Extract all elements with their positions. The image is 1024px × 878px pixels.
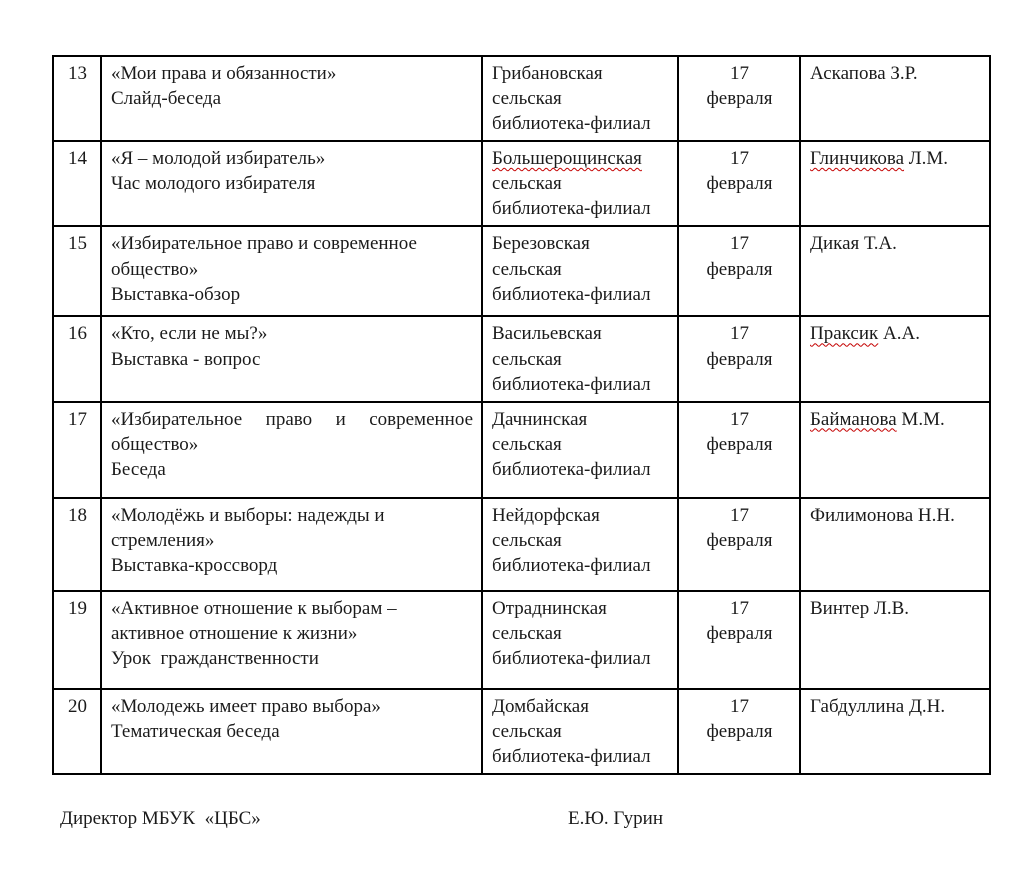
date-day: 17 — [730, 408, 749, 430]
date-cell — [678, 226, 800, 316]
date-month: февраля — [706, 529, 773, 551]
library-name-line: библиотека-филиал — [492, 198, 651, 220]
date-day: 17 — [730, 233, 749, 255]
library-name-line: сельская — [492, 622, 562, 644]
director-name: Е.Ю. Гурин — [568, 808, 663, 829]
event-title: «Активное отношение к выборам – активное отношение к жизни» — [111, 597, 397, 644]
person-cell: Аскапова З.Р. — [800, 56, 990, 141]
table-row — [53, 498, 990, 591]
event-form: Час молодого избирателя — [111, 173, 316, 195]
event-cell — [101, 141, 482, 226]
date-cell — [678, 402, 800, 498]
library-name-line: Нейдорфская — [492, 504, 600, 526]
date-month: февраля — [706, 173, 773, 195]
person-cell: Байманова М.М. — [800, 402, 990, 498]
event-title: «Кто, если не мы?» — [111, 323, 268, 345]
library-name-line: библиотека-филиал — [492, 647, 651, 669]
library-name-line: сельская — [492, 433, 562, 455]
library-name-line: библиотека-филиал — [492, 458, 651, 480]
date-cell — [678, 689, 800, 774]
person-name-misspelled: Праксик — [810, 323, 879, 345]
table-row — [53, 591, 990, 689]
date-cell — [678, 56, 800, 141]
person-name-misspelled: Байманова — [810, 408, 897, 430]
row-number-cell — [53, 689, 101, 774]
person-cell: Глинчикова Л.М. — [800, 141, 990, 226]
date-cell — [678, 498, 800, 591]
table-row — [53, 141, 990, 226]
table-body — [53, 56, 990, 774]
row-number: 13 — [68, 63, 87, 84]
row-number: 17 — [68, 408, 87, 430]
date-day: 17 — [730, 504, 749, 526]
library-name-line: библиотека-филиал — [492, 113, 651, 135]
date-month: февраля — [706, 720, 773, 742]
event-form: Выставка-обзор — [111, 283, 241, 305]
library-name-line: Большерощинская — [492, 148, 642, 170]
library-name-line: сельская — [492, 88, 562, 110]
library-cell — [482, 56, 678, 141]
event-title: «Я – молодой избиратель» — [111, 148, 326, 170]
date-month: февраля — [706, 348, 773, 370]
date-day: 17 — [730, 597, 749, 619]
row-number: 14 — [68, 148, 87, 170]
date-month: февраля — [706, 258, 773, 280]
library-cell — [482, 226, 678, 316]
event-title: «Избирательное право и современное общество» — [111, 233, 417, 280]
date-month: февраля — [706, 433, 773, 455]
date-cell — [678, 316, 800, 401]
library-cell — [482, 402, 678, 498]
library-name-line: сельская — [492, 720, 562, 742]
date-month: февраля — [706, 622, 773, 644]
library-cell — [482, 316, 678, 401]
person-cell: Дикая Т.А. — [800, 226, 990, 316]
library-cell — [482, 498, 678, 591]
event-cell — [101, 226, 482, 316]
person-cell: Винтер Л.В. — [800, 591, 990, 689]
date-day: 17 — [730, 148, 749, 170]
person-cell: Филимонова Н.Н. — [800, 498, 990, 591]
table-row — [53, 316, 990, 401]
event-cell — [101, 591, 482, 689]
row-number-cell — [53, 498, 101, 591]
event-cell — [101, 402, 482, 498]
table-row — [53, 402, 990, 498]
person-cell: Габдуллина Д.Н. — [800, 689, 990, 774]
library-name-line: сельская — [492, 173, 562, 195]
library-cell — [482, 141, 678, 226]
row-number: 16 — [68, 323, 87, 345]
director-title: Директор МБУК «ЦБС» — [60, 808, 261, 829]
date-day: 17 — [730, 323, 749, 345]
library-name-line: Домбайская — [492, 695, 589, 717]
row-number: 19 — [68, 597, 87, 619]
library-name-line: сельская — [492, 529, 562, 551]
library-name-line: библиотека-филиал — [492, 283, 651, 305]
event-form: Выставка - вопрос — [111, 348, 261, 370]
event-cell — [101, 498, 482, 591]
table-row — [53, 689, 990, 774]
row-number-cell — [53, 141, 101, 226]
library-name-line: библиотека-филиал — [492, 554, 651, 576]
event-title: «Избирательное право и современное общество» — [111, 408, 473, 455]
row-number-cell — [53, 591, 101, 689]
event-cell — [101, 689, 482, 774]
events-schedule-table — [52, 55, 991, 775]
date-cell — [678, 591, 800, 689]
library-name-line: Васильевская — [492, 323, 602, 345]
library-name-line: сельская — [492, 258, 562, 280]
event-form: Слайд-беседа — [111, 88, 222, 110]
library-name-line: Грибановская — [492, 63, 603, 84]
row-number: 18 — [68, 504, 87, 526]
library-name-line: сельская — [492, 348, 562, 370]
library-cell — [482, 689, 678, 774]
event-cell — [101, 56, 482, 141]
event-title: «Молодежь имеет право выбора» — [111, 695, 381, 717]
event-form: Выставка-кроссворд — [111, 554, 278, 576]
person-cell: Праксик А.А. — [800, 316, 990, 401]
person-name-misspelled: Глинчикова — [810, 148, 905, 170]
date-cell — [678, 141, 800, 226]
event-form: Урок гражданственности — [111, 647, 319, 669]
library-name-line: Березовская — [492, 233, 590, 255]
table-row — [53, 56, 990, 141]
row-number-cell — [53, 402, 101, 498]
date-day: 17 — [730, 63, 749, 84]
event-title: «Мои права и обязанности» — [111, 63, 337, 84]
event-form: Беседа — [111, 458, 166, 480]
row-number: 15 — [68, 233, 87, 255]
library-name-line: библиотека-филиал — [492, 745, 651, 767]
event-title: «Молодёжь и выборы: надежды и стремления» — [111, 504, 385, 551]
library-name-line: Отраднинская — [492, 597, 607, 619]
event-cell — [101, 316, 482, 401]
row-number-cell — [53, 316, 101, 401]
library-cell — [482, 591, 678, 689]
event-form: Тематическая беседа — [111, 720, 280, 742]
date-day: 17 — [730, 695, 749, 717]
table-row — [53, 226, 990, 316]
library-name-line: библиотека-филиал — [492, 373, 651, 395]
row-number-cell — [53, 226, 101, 316]
date-month: февраля — [706, 88, 773, 110]
row-number: 20 — [68, 695, 87, 717]
row-number-cell — [53, 56, 101, 141]
library-name-line: Дачнинская — [492, 408, 588, 430]
